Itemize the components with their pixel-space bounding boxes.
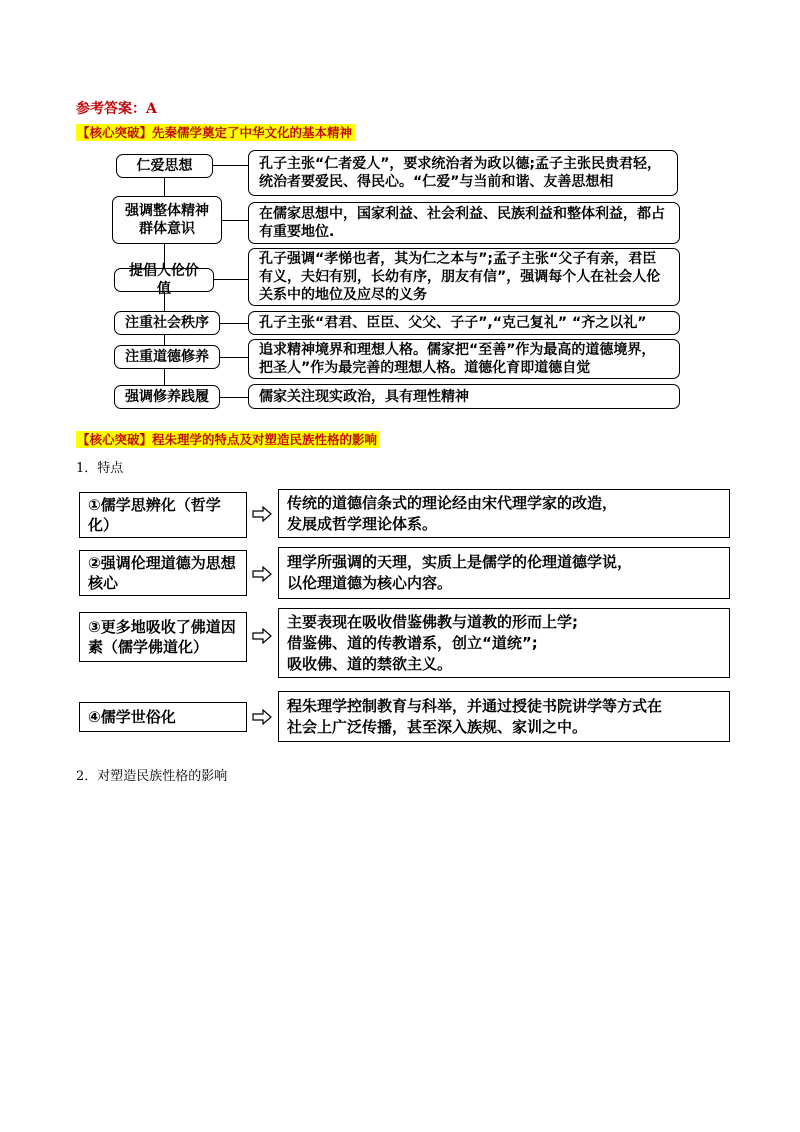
arrow-right-icon — [252, 628, 272, 644]
arrow-right-icon — [252, 566, 272, 582]
feature-text-1: 传统的道德信条式的理论经由宋代理学家的改造， 发展成哲学理论体系。 — [278, 489, 730, 538]
label-box-social-order: 注重社会秩序 — [114, 311, 220, 335]
connector — [213, 165, 248, 166]
text-box-social-order: 孔子主张“君君、臣臣、父父、子子”,“克己复礼” “齐之以礼” — [248, 311, 680, 335]
feature-label-3: ③更多地吸收了佛道因素（儒学佛道化） — [79, 612, 247, 662]
text-box-practice: 儒家关注现实政治，具有理性精神 — [248, 384, 680, 409]
arrow-right-icon — [252, 709, 272, 725]
text-box-ethics: 孔子强调“孝悌也者，其为仁之本与”;孟子主张“父子有亲，君臣有义，夫妇有别，长幼有序，朋友有信”，强调每个人在社会人伦关系中的地位及应尽的义务 — [248, 248, 680, 306]
feature-label-1: ①儒学思辨化（哲学化） — [79, 492, 247, 538]
feature-label-4: ④儒学世俗化 — [79, 702, 247, 732]
subheading-influence: 2．对塑造民族性格的影响 — [76, 769, 228, 784]
label-box-benevolence: 仁爱思想 — [116, 154, 213, 178]
feature-text-2: 理学所强调的天理，实质上是儒学的伦理道德学说， 以伦理道德为核心内容。 — [278, 547, 730, 599]
section1-heading: 【核心突破】先秦儒学奠定了中华文化的基本精神 — [76, 124, 355, 141]
connector — [222, 220, 248, 221]
connector — [220, 397, 248, 398]
feature-label-2: ②强调伦理道德为思想核心 — [79, 550, 247, 596]
answer-line: 参考答案：A — [76, 101, 157, 117]
label-box-collectivism: 强调整体精神群体意识 — [112, 196, 222, 244]
feature-text-3: 主要表现在吸收借鉴佛教与道教的形而上学; 借鉴佛、道的传教谱系，创立“道统”; 吸收佛、道的禁欲主义。 — [278, 608, 730, 678]
label-box-moral-cultivation: 注重道德修养 — [114, 345, 220, 369]
label-box-practice: 强调修养践履 — [114, 385, 220, 409]
text-box-moral-cultivation: 追求精神境界和理想人格。儒家把“至善”作为最高的道德境界，把圣人”作为最完善的理想人格。道德化育即道德自觉 — [248, 339, 680, 379]
connector — [214, 279, 248, 280]
connector — [220, 323, 248, 324]
label-box-ethics: 提倡人伦价值 — [114, 268, 214, 292]
section2-heading: 【核心突破】程朱理学的特点及对塑造民族性格的影响 — [76, 431, 380, 448]
feature-text-4: 程朱理学控制教育与科举，并通过授徒书院讲学等方式在 社会上广泛传播，甚至深入族规、家训之中。 — [278, 691, 730, 742]
subheading-features: 1．特点 — [76, 461, 124, 476]
text-box-collectivism: 在儒家思想中，国家利益、社会利益、民族利益和整体利益，都占有重要地位. — [248, 202, 680, 244]
connector — [220, 357, 248, 358]
arrow-right-icon — [252, 506, 272, 522]
text-box-benevolence: 孔子主张“仁者爱人”，要求统治者为政以德;孟子主张民贵君轻，统治者要爱民、得民心。“仁爱”与当前和谐、友善思想相 — [248, 150, 678, 196]
